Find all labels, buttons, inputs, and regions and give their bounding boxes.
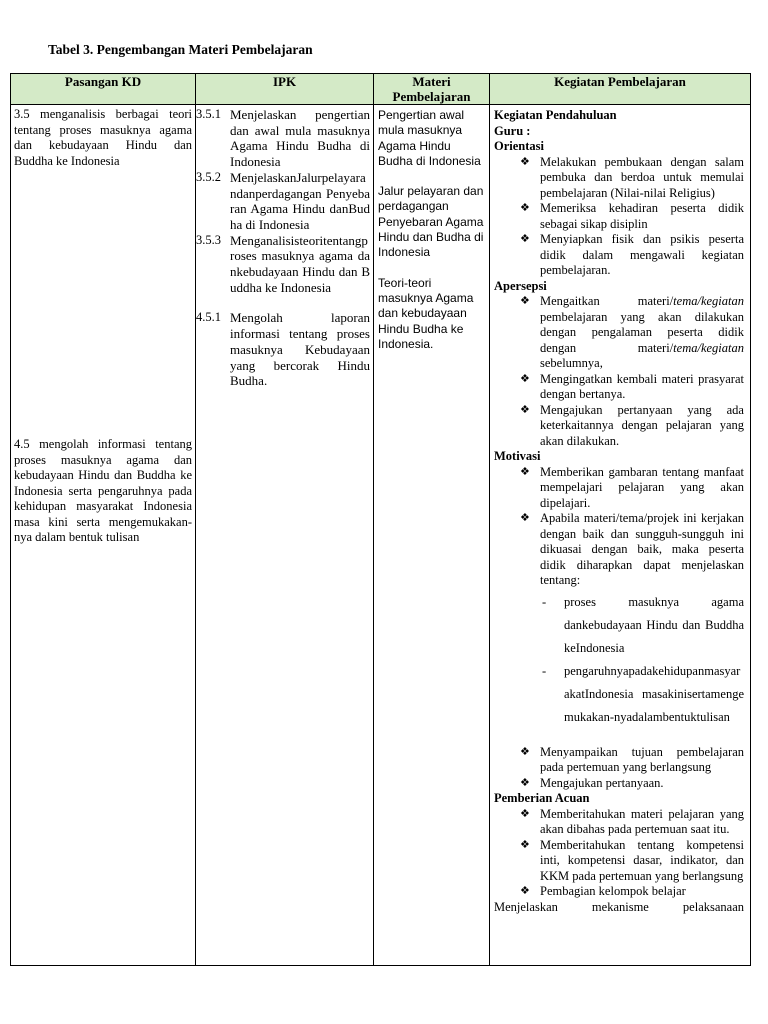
list-item: ❖ Mengingatkan kembali materi prasyarat dengan bertanya.	[494, 372, 744, 403]
header-ipk: IPK	[196, 74, 374, 105]
ipk-text: Mengolah laporan informasi tentang proses masuknya Kebudayaan yang bercorak Hindu Budha.	[230, 310, 370, 389]
motivasi-sublist	[494, 591, 744, 729]
ipk-number: 3.5.1	[196, 107, 221, 121]
list-item: ❖ Menyampaikan tujuan pembelajaran pada pertemuan yang berlangsung	[494, 745, 744, 776]
kd-cell	[11, 105, 196, 966]
list-item: ❖ Memberitahukan tentang kompetensi inti, kompetensi dasar, indikator, dan KKM pada pertemuan yang berlangsung	[494, 838, 744, 885]
list-item: ❖ Melakukan pembukaan dengan salam pembuka dan berdoa untuk memulai pembelajaran (Nilai-nilai Religius)	[494, 155, 744, 202]
list-item: ❖ Memberitahukan materi pelajaran yang akan dibahas pada pertemuan saat itu.	[494, 807, 744, 838]
text-run: Mengaitkan materi/	[540, 294, 674, 308]
sub-list-item: - proses masuknya agama dankebudayaan Hindu dan Buddha keIndonesia	[494, 591, 744, 660]
ipk-number: 3.5.3	[196, 232, 221, 247]
list-item: ❖ Memberikan gambaran tentang manfaat mempelajari pelajaran yang akan dipelajari.	[494, 465, 744, 512]
ipk-cell	[196, 105, 374, 966]
table-title: Tabel 3. Pengembangan Materi Pembelajaran	[48, 42, 313, 57]
ipk-item	[196, 233, 373, 296]
section-heading: Guru :	[494, 123, 531, 138]
ipk-number: 3.5.2	[196, 169, 221, 184]
text-run: tema/kegiatan	[673, 340, 744, 355]
kd-3-5: 3.5 menganalisis berbagai teori tentang proses masuknya agama dan kebudayaan Hindu dan Buddha ke Indonesia	[14, 107, 192, 168]
ipk-text: MenjelaskanJalurpelayarandanperdagangan Penyebaran Agama Hindu danBudha di Indonesia	[230, 169, 370, 232]
ipk-text: Menjelaskan pengertian dan awal mula masuknya Agama Hindu Budha di Indonesia	[230, 107, 370, 170]
ipk-text: Menganalisisteoritentangproses masuknya agama dankebudayaan Hindu dan Buddha ke Indonesia	[230, 232, 370, 295]
list-item: ❖ Menyiapkan fisik dan psikis peserta didik dalam mengawali kegiatan pembelajaran.	[494, 232, 744, 279]
header-kegiatan: Kegiatan Pembelajaran	[490, 74, 751, 105]
ipk-item	[196, 310, 373, 389]
list-item: ❖ Mengajukan pertanyaan.	[494, 776, 744, 792]
text-run: tema/kegiatan	[673, 294, 744, 308]
learning-material-table	[10, 73, 751, 966]
header-materi: Materi Pembelajaran	[374, 74, 490, 105]
section-heading: Orientasi	[494, 139, 544, 153]
text-run: pembelajaran yang akan dilakukan dengan pengalaman peserta didik dengan materi/	[540, 309, 744, 355]
materi-item: Teori-teori masuknya Agama dan kebudayaan Hindu Budha ke Indonesia.	[378, 275, 474, 351]
ipk-item	[196, 170, 373, 233]
continued-text: Menjelaskan mekanisme pelaksanaan	[494, 899, 744, 914]
materi-cell	[374, 105, 490, 966]
motivasi-list-continued	[494, 745, 744, 792]
sub-list-item: - pengaruhnyapadakehidupanmasyarakatIndonesia masakinisertamengemukakan-nyadalambentuktulisan	[494, 660, 744, 729]
header-pasangan-kd: Pasangan KD	[11, 74, 196, 105]
materi-item: Pengertian awal mula masuknya Agama Hindu Budha di Indonesia	[378, 108, 481, 168]
text-run: Apabila materi/tema/projek ini kerjakan dengan baik dan sungguh-sungguh ini dikuasai dengan baik, maka peserta didik diharapkan dapat menjelaskan tentang:	[540, 511, 744, 587]
section-heading: Pemberian Acuan	[494, 791, 590, 805]
list-item: ❖ Memeriksa kehadiran peserta didik sebagai sikap disiplin	[494, 201, 744, 232]
orientasi-list	[494, 155, 744, 279]
apersepsi-list	[494, 294, 744, 449]
ipk-number: 4.5.1	[196, 310, 221, 325]
acuan-list	[494, 807, 744, 900]
list-item	[494, 511, 744, 589]
list-item: ❖ Mengajukan pertanyaan yang ada keterkaitannya dengan pelajaran yang akan dilakukan.	[494, 403, 744, 450]
list-item	[494, 294, 744, 372]
list-item: ❖ Pembagian kelompok belajar	[494, 884, 744, 900]
kd-4-5: 4.5 mengolah informasi tentang proses masuknya agama dan kebudayaan Hindu dan Buddha ke Indonesia serta pengaruhnya pada kehidupan masyarakat Indonesia masa kini serta mengemukakan- nya dalam bentuk tulisan	[14, 437, 192, 544]
kegiatan-cell	[490, 105, 751, 966]
ipk-item	[196, 107, 373, 170]
section-heading: Kegiatan Pendahuluan	[494, 108, 617, 122]
section-heading: Apersepsi	[494, 278, 547, 293]
materi-item: Jalur pelayaran dan perdagangan Penyebaran Agama Hindu dan Budha di Indonesia	[378, 184, 484, 260]
section-heading: Motivasi	[494, 449, 541, 463]
motivasi-list	[494, 465, 744, 589]
text-run: sebelumnya,	[540, 356, 603, 370]
